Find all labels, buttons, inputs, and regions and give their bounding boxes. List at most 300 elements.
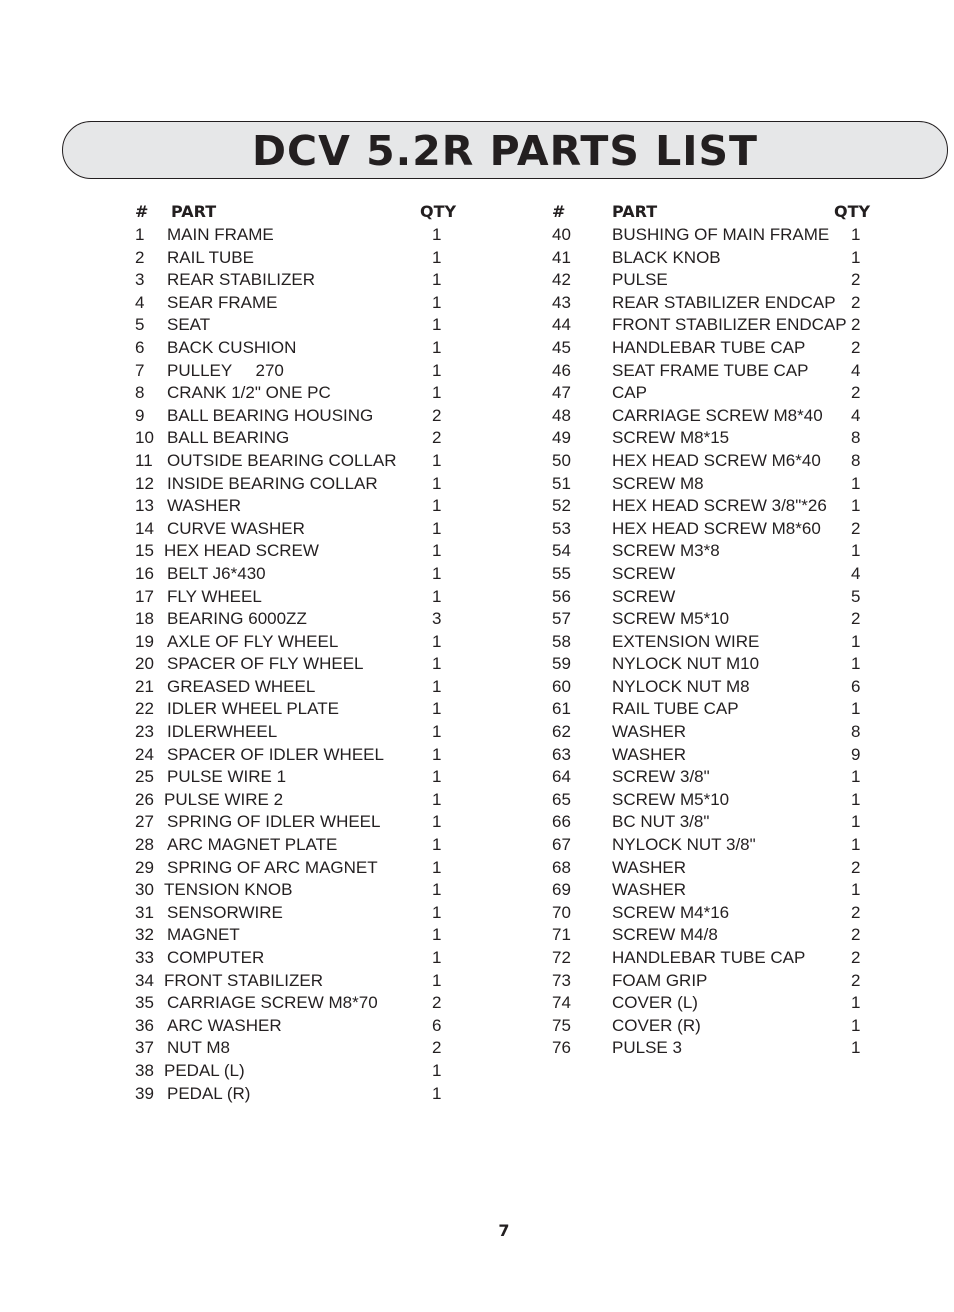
part-name: SPACER OF IDLER WHEEL — [167, 744, 384, 764]
part-number: 43 — [552, 292, 571, 312]
part-row — [135, 1060, 515, 1083]
part-row — [135, 924, 515, 947]
part-qty: 4 — [851, 563, 861, 583]
part-row — [135, 811, 515, 834]
part-row — [552, 698, 932, 721]
part-number: 50 — [552, 450, 571, 470]
part-number: 64 — [552, 767, 571, 787]
part-number: 66 — [552, 812, 571, 832]
part-number: 18 — [135, 609, 154, 629]
part-row — [552, 676, 932, 699]
part-name: SCREW — [612, 563, 676, 583]
part-number: 55 — [552, 563, 571, 583]
part-name: BUSHING OF MAIN FRAME — [612, 225, 830, 244]
part-number: 63 — [552, 744, 571, 764]
part-qty: 1 — [851, 473, 861, 493]
part-row — [552, 653, 932, 676]
part-name: PEDAL (R) — [167, 1083, 251, 1103]
part-qty: 1 — [851, 541, 861, 561]
part-name: NYLOCK NUT M8 — [612, 676, 750, 696]
part-qty: 1 — [432, 270, 442, 290]
part-name: SEAT FRAME TUBE CAP — [612, 360, 809, 380]
part-name: FRONT STABILIZER ENDCAP — [612, 315, 847, 335]
part-name: SCREW M5*10 — [612, 609, 730, 629]
part-row — [135, 382, 515, 405]
part-number: 27 — [135, 812, 154, 832]
part-name: SPACER OF FLY WHEEL — [167, 654, 364, 674]
part-row — [552, 970, 932, 993]
part-row — [135, 608, 515, 631]
part-name: WASHER — [167, 496, 241, 516]
part-qty: 1 — [851, 699, 861, 719]
part-name: OUTSIDE BEARING COLLAR — [167, 450, 397, 470]
part-name: CRANK 1/2" ONE PC — [167, 383, 331, 403]
part-name: SCREW — [612, 586, 676, 606]
part-row — [552, 247, 932, 270]
part-row — [135, 879, 515, 902]
part-name: CARRIAGE SCREW M8*70 — [167, 993, 378, 1013]
part-number: 23 — [135, 722, 154, 742]
part-qty: 4 — [851, 360, 861, 380]
part-name: NYLOCK NUT 3/8" — [612, 835, 756, 855]
part-name: HEX HEAD SCREW — [164, 541, 319, 561]
part-row — [135, 495, 515, 518]
part-qty: 1 — [432, 315, 442, 335]
part-qty: 8 — [851, 428, 861, 448]
part-row — [135, 540, 515, 563]
part-number: 68 — [552, 857, 571, 877]
part-row — [135, 314, 515, 337]
part-number: 12 — [135, 473, 154, 493]
part-row — [135, 676, 515, 699]
part-number: 69 — [552, 880, 571, 900]
part-number: 6 — [135, 337, 145, 357]
part-number: 40 — [552, 225, 571, 244]
part-number: 48 — [552, 405, 571, 425]
part-number: 31 — [135, 902, 154, 922]
part-name: SCREW M4/8 — [612, 925, 718, 945]
part-name: BLACK KNOB — [612, 247, 721, 267]
part-qty: 6 — [432, 1015, 442, 1035]
part-qty: 1 — [432, 744, 442, 764]
part-qty: 1 — [432, 563, 442, 583]
part-number: 59 — [552, 654, 571, 674]
part-name: SPRING OF ARC MAGNET — [167, 857, 378, 877]
part-row — [135, 224, 515, 247]
part-row — [552, 947, 932, 970]
part-number: 47 — [552, 383, 571, 403]
part-name: REAR STABILIZER — [167, 270, 315, 290]
part-row — [552, 269, 932, 292]
part-name: FLY WHEEL — [167, 586, 262, 606]
part-name: CAP — [612, 383, 647, 403]
part-qty: 1 — [432, 586, 442, 606]
part-row — [135, 586, 515, 609]
part-row — [552, 721, 932, 744]
part-row — [135, 1037, 515, 1060]
part-number: 21 — [135, 676, 154, 696]
part-qty: 1 — [432, 722, 442, 742]
part-name: SCREW M8*15 — [612, 428, 730, 448]
part-number: 57 — [552, 609, 571, 629]
part-number: 75 — [552, 1015, 571, 1035]
part-number: 28 — [135, 835, 154, 855]
part-name: TENSION KNOB — [164, 880, 293, 900]
part-name: AXLE OF FLY WHEEL — [167, 631, 339, 651]
part-name: CURVE WASHER — [167, 518, 305, 538]
part-number: 39 — [135, 1083, 154, 1103]
part-qty: 6 — [851, 676, 861, 696]
part-qty: 2 — [432, 1038, 442, 1058]
part-number: 49 — [552, 428, 571, 448]
part-number: 51 — [552, 473, 571, 493]
part-row — [135, 947, 515, 970]
part-qty: 1 — [432, 789, 442, 809]
part-row — [135, 360, 515, 383]
part-name: NYLOCK NUT M10 — [612, 654, 760, 674]
part-number: 61 — [552, 699, 571, 719]
part-number: 32 — [135, 925, 154, 945]
part-name: INSIDE BEARING COLLAR — [167, 473, 378, 493]
part-name: COMPUTER — [167, 948, 265, 967]
part-row — [552, 902, 932, 925]
part-name: PULLEY 270 — [167, 360, 284, 380]
part-name: NUT M8 — [167, 1038, 230, 1058]
part-qty: 1 — [432, 473, 442, 493]
left-parts-column — [135, 224, 515, 1105]
part-qty: 1 — [432, 225, 442, 244]
part-row — [135, 269, 515, 292]
part-name: BACK CUSHION — [167, 337, 297, 357]
part-name: PULSE 3 — [612, 1038, 682, 1058]
part-qty: 1 — [432, 541, 442, 561]
part-name: GREASED WHEEL — [167, 676, 316, 696]
part-qty: 2 — [851, 857, 861, 877]
part-row — [552, 631, 932, 654]
right-header-number: # — [552, 202, 566, 221]
part-name: ARC WASHER — [167, 1015, 282, 1035]
part-qty: 1 — [851, 496, 861, 516]
part-number: 56 — [552, 586, 571, 606]
part-number: 44 — [552, 315, 571, 335]
part-qty: 2 — [851, 902, 861, 922]
part-number: 16 — [135, 563, 154, 583]
part-row — [552, 495, 932, 518]
page-title: DCV 5.2R PARTS LIST — [252, 127, 758, 175]
part-qty: 2 — [851, 337, 861, 357]
part-qty: 2 — [432, 993, 442, 1013]
part-qty: 1 — [432, 518, 442, 538]
part-row — [552, 314, 932, 337]
part-qty: 1 — [851, 880, 861, 900]
part-name: SENSORWIRE — [167, 902, 283, 922]
part-qty: 1 — [851, 789, 861, 809]
part-name: REAR STABILIZER ENDCAP — [612, 292, 836, 312]
part-row — [552, 1015, 932, 1038]
part-name: ARC MAGNET PLATE — [167, 835, 338, 855]
part-row — [552, 540, 932, 563]
part-qty: 5 — [851, 586, 861, 606]
part-name: HANDLEBAR TUBE CAP — [612, 337, 806, 357]
part-row — [552, 337, 932, 360]
part-name: EXTENSION WIRE — [612, 631, 760, 651]
part-number: 11 — [135, 450, 153, 470]
part-qty: 1 — [432, 902, 442, 922]
part-row — [135, 992, 515, 1015]
right-parts-column — [552, 224, 932, 1060]
part-qty: 2 — [432, 405, 442, 425]
part-number: 42 — [552, 270, 571, 290]
part-name: HEX HEAD SCREW M8*60 — [612, 518, 821, 538]
part-number: 8 — [135, 383, 145, 403]
part-qty: 2 — [432, 428, 442, 448]
part-name: HEX HEAD SCREW M6*40 — [612, 450, 821, 470]
part-number: 14 — [135, 518, 154, 538]
part-row — [135, 1083, 515, 1106]
left-header-part: PART — [171, 202, 217, 221]
part-qty: 1 — [851, 1038, 861, 1058]
part-name: PULSE WIRE 1 — [167, 767, 287, 787]
part-row — [552, 360, 932, 383]
part-qty: 4 — [851, 405, 861, 425]
part-qty: 8 — [851, 722, 861, 742]
part-name: BALL BEARING — [167, 428, 290, 448]
part-row — [552, 789, 932, 812]
part-row — [135, 834, 515, 857]
part-row — [552, 924, 932, 947]
part-qty: 1 — [432, 970, 442, 990]
part-name: WASHER — [612, 880, 686, 900]
part-row — [135, 653, 515, 676]
part-row — [552, 405, 932, 428]
part-number: 29 — [135, 857, 154, 877]
part-number: 19 — [135, 631, 154, 651]
part-row — [552, 473, 932, 496]
part-number: 76 — [552, 1038, 571, 1058]
part-qty: 2 — [851, 970, 861, 990]
part-number: 10 — [135, 428, 154, 448]
part-number: 38 — [135, 1060, 154, 1080]
part-qty: 1 — [851, 767, 861, 787]
part-qty: 2 — [851, 383, 861, 403]
part-row — [135, 337, 515, 360]
right-header-qty: QTY — [834, 202, 871, 221]
part-qty: 2 — [851, 925, 861, 945]
part-row — [552, 586, 932, 609]
part-name: BC NUT 3/8" — [612, 812, 710, 832]
part-qty: 1 — [432, 1083, 442, 1103]
part-number: 20 — [135, 654, 154, 674]
right-header-part: PART — [612, 202, 658, 221]
part-number: 30 — [135, 880, 154, 900]
part-name: MAIN FRAME — [167, 225, 274, 244]
part-qty: 1 — [432, 812, 442, 832]
part-qty: 1 — [432, 925, 442, 945]
part-qty: 1 — [432, 699, 442, 719]
part-row — [552, 834, 932, 857]
part-number: 67 — [552, 835, 571, 855]
part-row — [552, 382, 932, 405]
part-name: WASHER — [612, 722, 686, 742]
part-number: 36 — [135, 1015, 154, 1035]
part-name: HEX HEAD SCREW 3/8"*26 — [612, 496, 827, 516]
part-name: PULSE — [612, 270, 668, 290]
part-number: 58 — [552, 631, 571, 651]
part-number: 34 — [135, 970, 154, 990]
part-number: 1 — [135, 225, 145, 244]
left-header-number: # — [135, 202, 149, 221]
part-qty: 1 — [851, 631, 861, 651]
part-row — [552, 608, 932, 631]
part-qty: 1 — [851, 654, 861, 674]
part-name: IDLER WHEEL PLATE — [167, 699, 339, 719]
part-qty: 3 — [432, 609, 442, 629]
part-qty: 1 — [432, 857, 442, 877]
part-row — [135, 744, 515, 767]
part-name: WASHER — [612, 857, 686, 877]
part-qty: 1 — [851, 1015, 861, 1035]
part-number: 53 — [552, 518, 571, 538]
part-number: 45 — [552, 337, 571, 357]
part-qty: 1 — [851, 247, 861, 267]
title-banner — [62, 121, 948, 179]
part-qty: 9 — [851, 744, 861, 764]
part-qty: 1 — [432, 383, 442, 403]
part-qty: 1 — [432, 450, 442, 470]
part-row — [552, 1037, 932, 1060]
part-number: 70 — [552, 902, 571, 922]
part-row — [135, 970, 515, 993]
part-row — [552, 563, 932, 586]
part-number: 17 — [135, 586, 154, 606]
part-number: 41 — [552, 247, 571, 267]
part-qty: 1 — [432, 654, 442, 674]
part-row — [135, 789, 515, 812]
part-name: PEDAL (L) — [164, 1060, 245, 1080]
part-name: HANDLEBAR TUBE CAP — [612, 948, 806, 967]
part-row — [135, 405, 515, 428]
part-qty: 1 — [432, 1060, 442, 1080]
part-name: BEARING 6000ZZ — [167, 609, 307, 629]
part-qty: 1 — [851, 812, 861, 832]
part-number: 74 — [552, 993, 571, 1013]
part-number: 13 — [135, 496, 154, 516]
part-number: 7 — [135, 360, 145, 380]
part-qty: 2 — [851, 609, 861, 629]
part-qty: 2 — [851, 315, 861, 335]
part-name: RAIL TUBE CAP — [612, 699, 739, 719]
part-number: 60 — [552, 676, 571, 696]
part-number: 37 — [135, 1038, 154, 1058]
part-name: SPRING OF IDLER WHEEL — [167, 812, 381, 832]
part-number: 5 — [135, 315, 145, 335]
part-number: 9 — [135, 405, 145, 425]
part-name: SCREW M4*16 — [612, 902, 730, 922]
part-qty: 1 — [851, 225, 861, 244]
part-number: 52 — [552, 496, 571, 516]
part-name: RAIL TUBE — [167, 247, 254, 267]
part-number: 71 — [552, 925, 571, 945]
part-number: 54 — [552, 541, 571, 561]
part-qty: 1 — [432, 247, 442, 267]
part-row — [135, 427, 515, 450]
part-qty: 1 — [432, 835, 442, 855]
part-qty: 1 — [432, 496, 442, 516]
part-name: CARRIAGE SCREW M8*40 — [612, 405, 823, 425]
part-qty: 1 — [432, 948, 442, 967]
part-qty: 1 — [432, 292, 442, 312]
part-number: 72 — [552, 948, 571, 967]
part-number: 73 — [552, 970, 571, 990]
part-number: 26 — [135, 789, 154, 809]
part-row — [552, 992, 932, 1015]
part-row — [135, 518, 515, 541]
part-number: 46 — [552, 360, 571, 380]
part-number: 3 — [135, 270, 145, 290]
part-row — [552, 766, 932, 789]
part-name: BELT J6*430 — [167, 563, 266, 583]
part-qty: 1 — [851, 993, 861, 1013]
part-row — [135, 450, 515, 473]
part-row — [135, 721, 515, 744]
part-number: 4 — [135, 292, 145, 312]
part-qty: 1 — [432, 880, 442, 900]
part-name: PULSE WIRE 2 — [164, 789, 284, 809]
part-row — [552, 292, 932, 315]
part-name: COVER (L) — [612, 993, 698, 1013]
part-row — [135, 698, 515, 721]
part-row — [552, 879, 932, 902]
part-qty: 2 — [851, 270, 861, 290]
part-qty: 1 — [432, 676, 442, 696]
part-name: SCREW M3*8 — [612, 541, 720, 561]
part-qty: 1 — [432, 360, 442, 380]
part-name: SEAT — [167, 315, 211, 335]
part-row — [552, 744, 932, 767]
part-number: 25 — [135, 767, 154, 787]
part-qty: 2 — [851, 948, 861, 967]
part-row — [135, 1015, 515, 1038]
part-name: COVER (R) — [612, 1015, 701, 1035]
part-name: SCREW 3/8" — [612, 767, 710, 787]
part-qty: 1 — [432, 337, 442, 357]
part-number: 22 — [135, 699, 154, 719]
part-row — [552, 450, 932, 473]
part-qty: 1 — [851, 835, 861, 855]
part-row — [552, 518, 932, 541]
part-row — [135, 902, 515, 925]
part-row — [135, 247, 515, 270]
part-number: 35 — [135, 993, 154, 1013]
part-qty: 1 — [432, 767, 442, 787]
part-name: SCREW M8 — [612, 473, 704, 493]
part-name: FOAM GRIP — [612, 970, 708, 990]
part-name: IDLERWHEEL — [167, 722, 278, 742]
part-qty: 2 — [851, 518, 861, 538]
part-row — [135, 563, 515, 586]
part-row — [552, 857, 932, 880]
part-name: MAGNET — [167, 925, 240, 945]
part-name: FRONT STABILIZER — [164, 970, 324, 990]
part-row — [135, 292, 515, 315]
part-number: 15 — [135, 541, 154, 561]
part-row — [552, 811, 932, 834]
part-qty: 1 — [432, 631, 442, 651]
part-row — [135, 631, 515, 654]
part-name: BALL BEARING HOUSING — [167, 405, 374, 425]
left-header-qty: QTY — [420, 202, 457, 221]
part-name: SEAR FRAME — [167, 292, 278, 312]
